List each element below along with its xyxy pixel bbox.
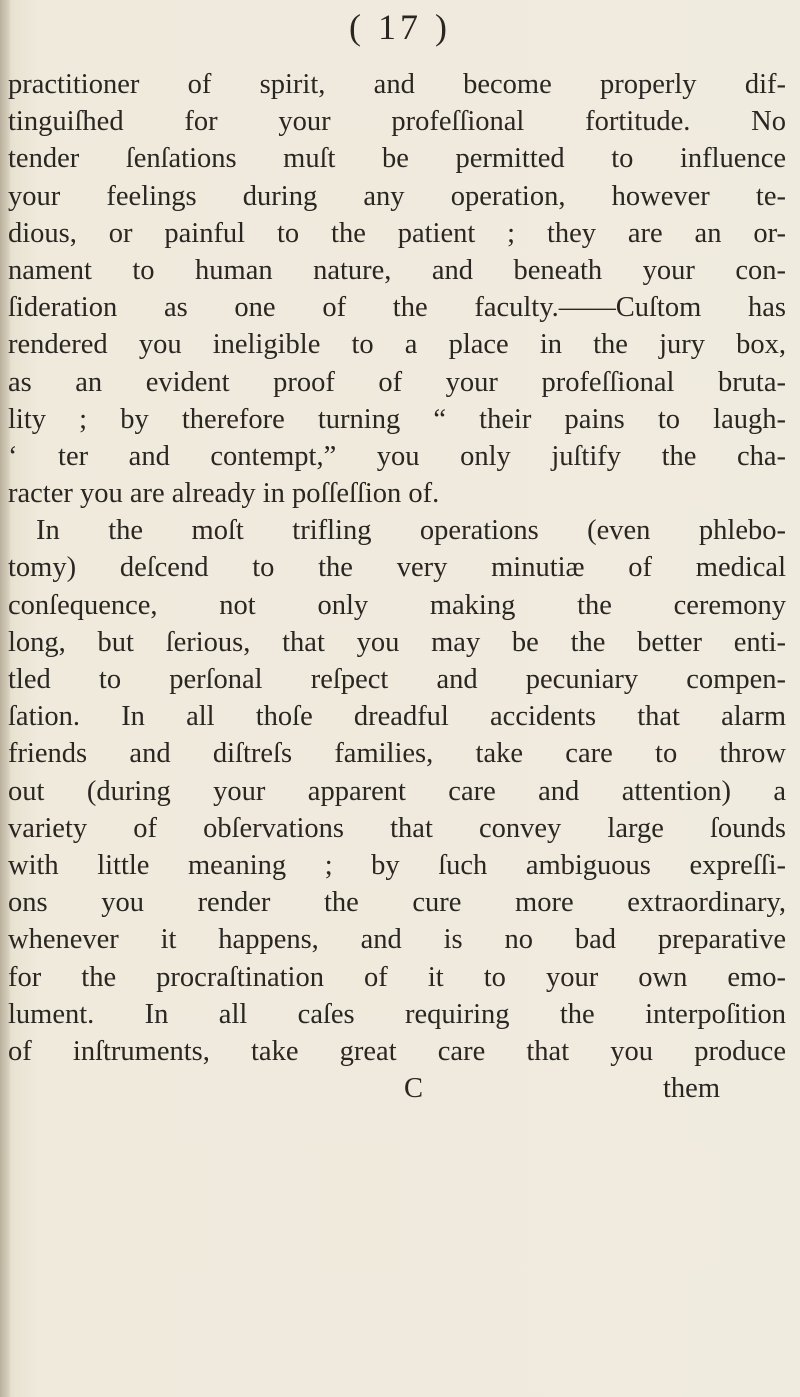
text-line: In the moſt trifling operations (even phlebo- (36, 515, 786, 547)
text-line: your feelings during any operation, however te- (8, 180, 786, 212)
text-line: long, but ſerious, that you may be the better enti- (8, 626, 786, 658)
text-line: racter you are already in poſſeſſion of. (8, 478, 440, 510)
catch-line (8, 1070, 800, 1107)
text-line: out (during your apparent care and attention) a (8, 775, 786, 807)
text-line: tomy) deſcend to the very minutiæ of medical (8, 552, 786, 584)
text-line: with little meaning ; by ſuch ambiguous expreſſi- (8, 849, 786, 881)
text-line: for the procraſtination of it to your own emo- (8, 961, 786, 993)
body-text (8, 66, 800, 1107)
text-line: ‘ ter and contempt,” you only juſtify the cha- (8, 440, 786, 472)
text-line: practitioner of spirit, and become properly dif- (8, 69, 786, 100)
text-line: ſideration as one of the faculty.——Cuſtom has (8, 292, 786, 324)
text-line: tled to perſonal reſpect and pecuniary compen- (8, 664, 786, 695)
text-line: ſation. In all thoſe dreadful accidents that alarm (8, 701, 786, 733)
text-line: dious, or painful to the patient ; they are an or- (8, 217, 786, 249)
text-line: lument. In all caſes requiring the interpoſition (8, 998, 786, 1030)
text-line: whenever it happens, and is no bad preparative (8, 924, 786, 956)
text-line: nament to human nature, and beneath your con- (8, 254, 786, 286)
text-line: lity ; by therefore turning “ their pains to laugh- (8, 403, 786, 435)
catchword: them (663, 1073, 720, 1105)
text-line: rendered you ineligible to a place in the jury box, (8, 329, 786, 361)
text-line: as an evident proof of your profeſſional bruta- (8, 366, 786, 398)
text-line: tinguiſhed for your profeſſional fortitude. No (8, 106, 786, 138)
text-line: variety of obſervations that convey large ſounds (8, 812, 786, 844)
text-line: friends and diſtreſs families, take care to throw (8, 738, 786, 770)
text-line: ons you render the cure more extraordinary, (8, 887, 786, 919)
text-line: conſequence, not only making the ceremony (8, 589, 786, 621)
text-line: tender ſenſations muſt be permitted to influence (8, 143, 786, 175)
text-line: of inſtruments, take great care that you produce (8, 1035, 786, 1067)
page-number: ( 17 ) (349, 7, 451, 47)
signature-mark: C (404, 1073, 424, 1105)
